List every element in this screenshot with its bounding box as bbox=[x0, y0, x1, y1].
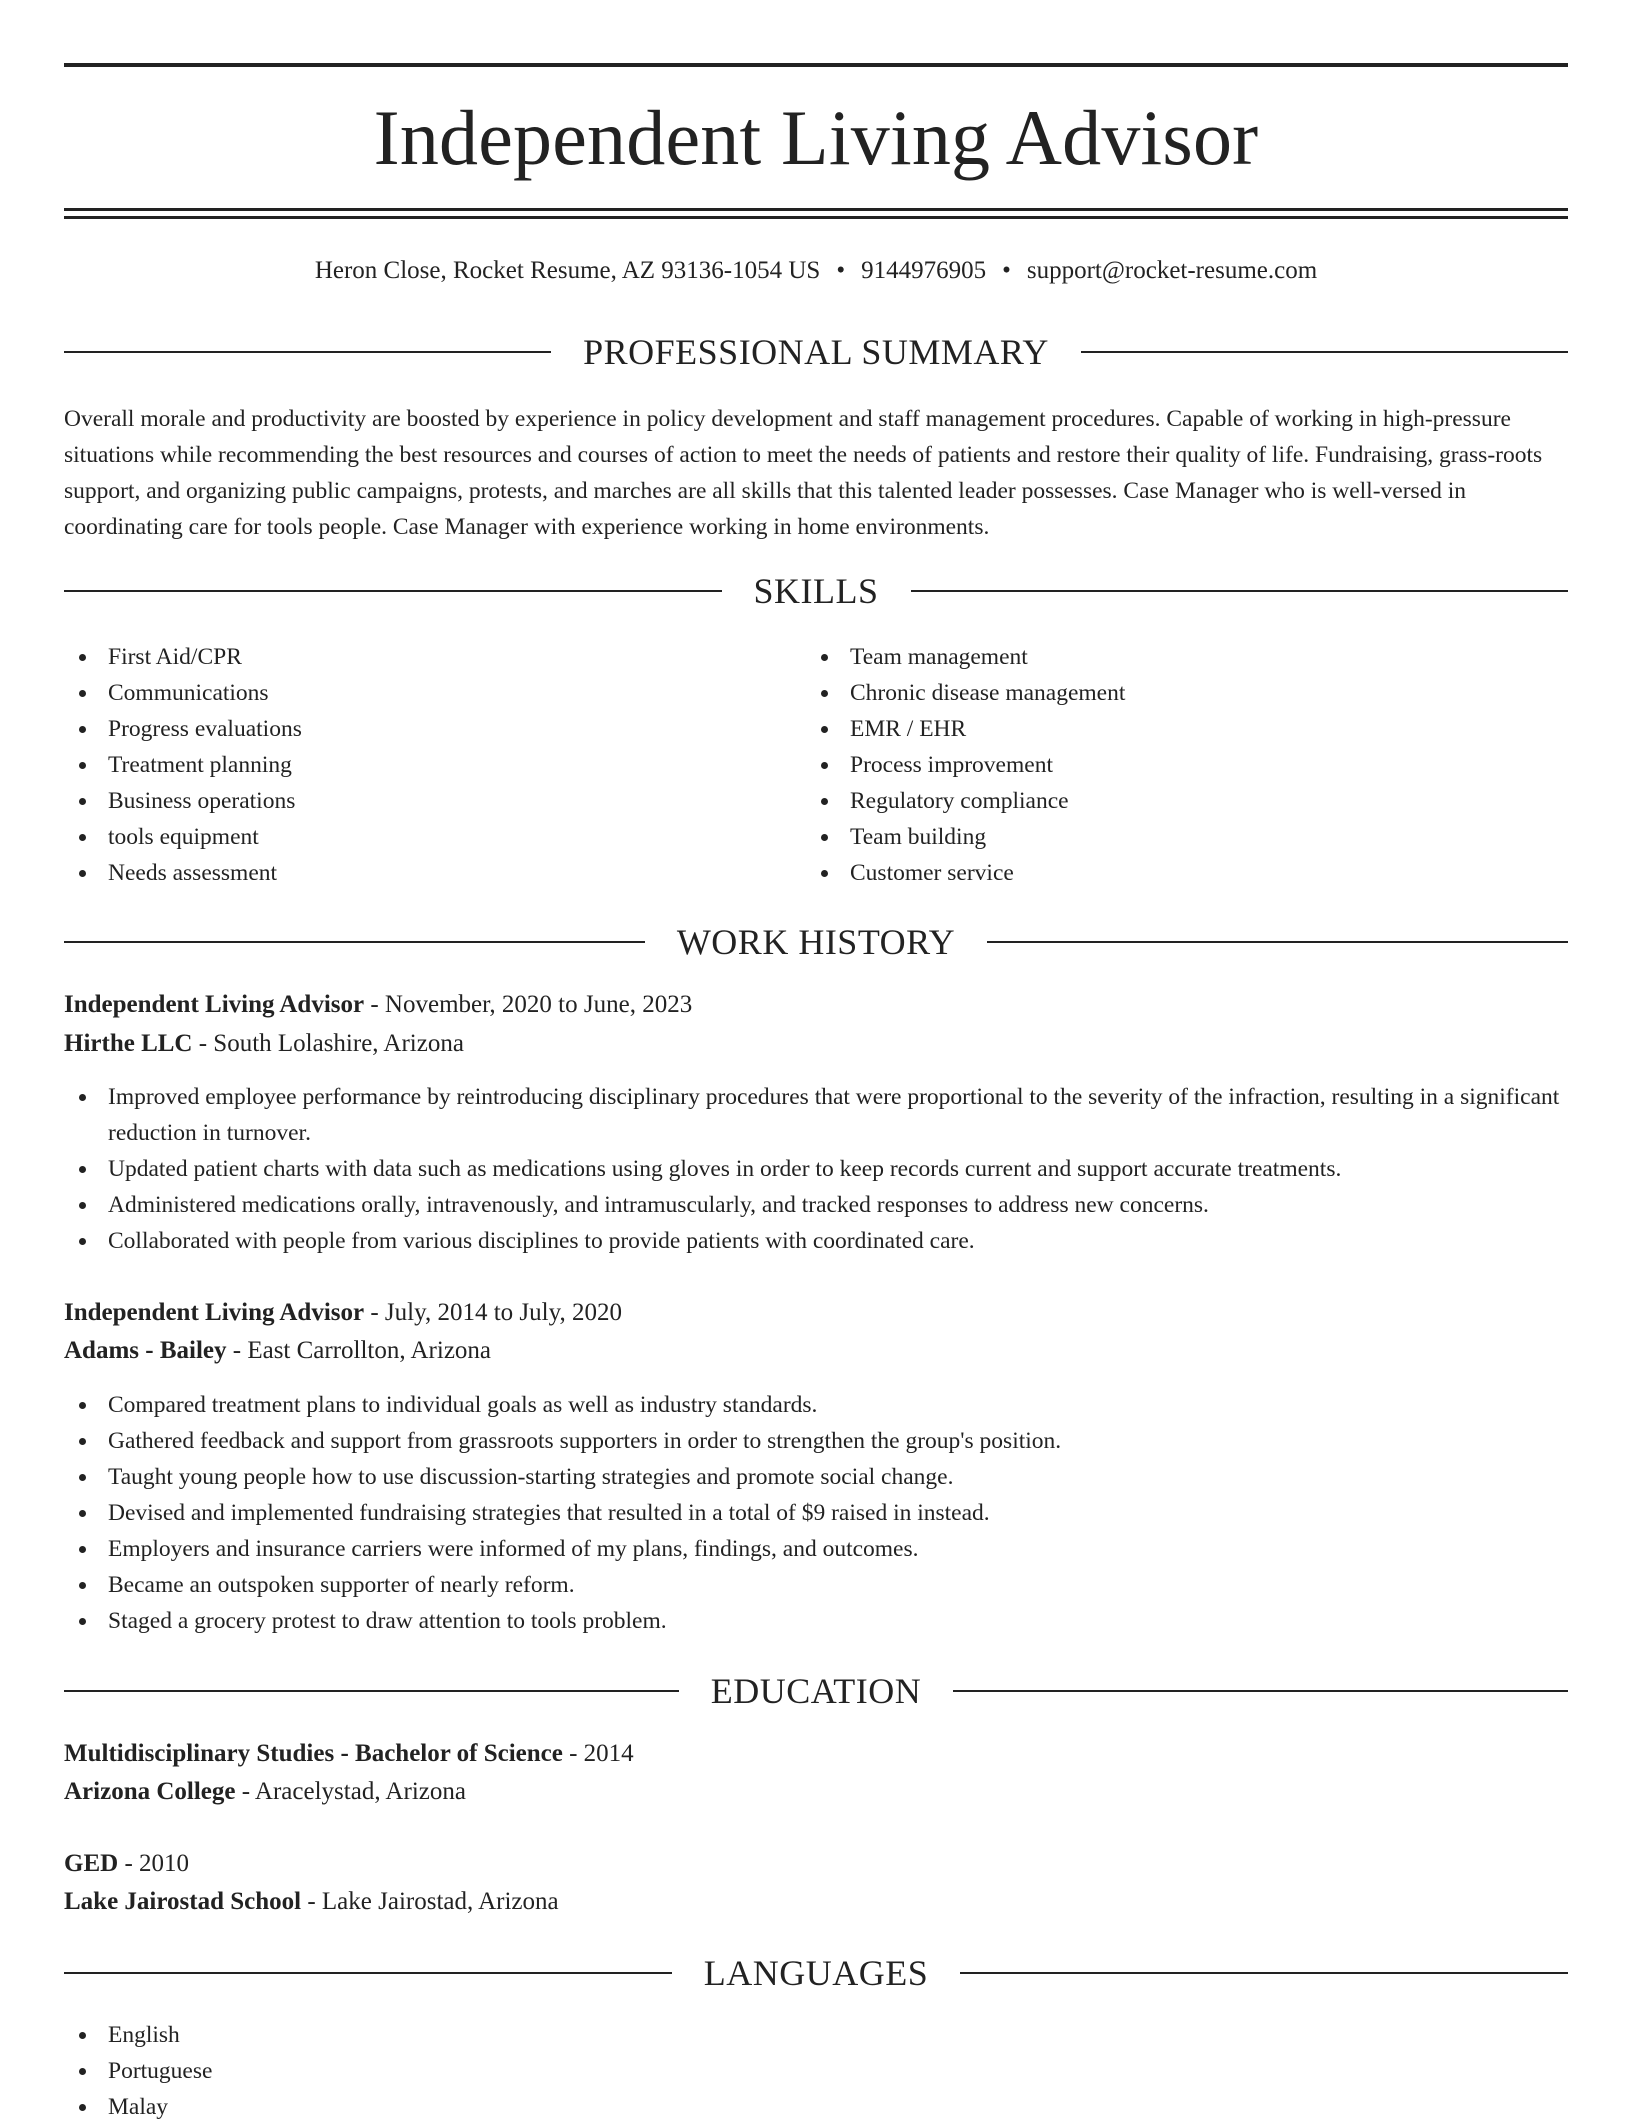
section-rule-left bbox=[64, 941, 645, 943]
section-title-work: WORK HISTORY bbox=[676, 922, 956, 962]
contact-phone: 9144976905 bbox=[861, 257, 987, 284]
education-school: Lake Jairostad School bbox=[64, 1888, 302, 1915]
job-title-line bbox=[64, 1295, 1568, 1331]
job-title: Independent Living Advisor bbox=[64, 991, 365, 1018]
education-school-line bbox=[64, 1774, 1568, 1810]
job-bullets bbox=[64, 1079, 1568, 1259]
section-rule-right bbox=[953, 1690, 1568, 1692]
section-title-education: EDUCATION bbox=[710, 1671, 922, 1711]
resume-title: Independent Living Advisor bbox=[373, 94, 1259, 181]
education-year: - 2010 bbox=[118, 1850, 190, 1877]
job-bullet: Staged a grocery protest to draw attention to tools problem. bbox=[64, 1603, 1568, 1639]
job-bullet: Gathered feedback and support from grassroots supporters in order to strengthen the group's position. bbox=[64, 1423, 1568, 1459]
skill-item: Customer service bbox=[806, 855, 1546, 891]
job-bullet: Employers and insurance carriers were informed of my plans, findings, and outcomes. bbox=[64, 1531, 1568, 1567]
section-rule-right bbox=[987, 941, 1568, 943]
education-school-line bbox=[64, 1884, 1568, 1920]
contact-separator: • bbox=[1002, 257, 1011, 284]
job-company: Hirthe LLC bbox=[64, 1030, 193, 1057]
job-company-line bbox=[64, 1333, 1568, 1369]
job-dates: - November, 2020 to June, 2023 bbox=[364, 991, 693, 1018]
education-degree: GED bbox=[64, 1850, 119, 1877]
skill-item: Needs assessment bbox=[64, 855, 784, 891]
contact-email: support@rocket-resume.com bbox=[1026, 257, 1318, 284]
job-bullet: Administered medications orally, intravenously, and intramuscularly, and tracked responses to address new concerns. bbox=[64, 1187, 1568, 1223]
section-title-summary: PROFESSIONAL SUMMARY bbox=[583, 332, 1049, 372]
language-item: English bbox=[64, 2017, 764, 2053]
job-bullet: Compared treatment plans to individual goals as well as industry standards. bbox=[64, 1387, 1568, 1423]
skill-item: tools equipment bbox=[64, 819, 784, 855]
skills-list-right bbox=[806, 639, 1546, 891]
skill-item: Communications bbox=[64, 675, 784, 711]
job-title: Independent Living Advisor bbox=[64, 1299, 365, 1326]
job-bullet: Updated patient charts with data such as medications using gloves in order to keep records current and support accurate treatments. bbox=[64, 1151, 1568, 1187]
skill-item: Chronic disease management bbox=[806, 675, 1546, 711]
job-company: Adams - Bailey bbox=[64, 1337, 227, 1364]
contact-address: Heron Close, Rocket Resume, AZ 93136-1054 US bbox=[314, 257, 821, 284]
job-title-line bbox=[64, 987, 1568, 1023]
job-bullet: Taught young people how to use discussion-starting strategies and promote social change. bbox=[64, 1459, 1568, 1495]
section-header-skills bbox=[64, 571, 1568, 611]
section-header-languages bbox=[64, 1953, 1568, 1993]
section-header-work bbox=[64, 922, 1568, 962]
header-bottom-rule-2 bbox=[64, 216, 1568, 219]
header-bottom-rule bbox=[64, 208, 1568, 211]
job-dates: - July, 2014 to July, 2020 bbox=[364, 1299, 622, 1326]
job-bullet: Devised and implemented fundraising strategies that resulted in a total of $9 raised in instead. bbox=[64, 1495, 1568, 1531]
contact-separator: • bbox=[836, 257, 846, 284]
section-rule-left bbox=[64, 351, 551, 353]
language-item: Portuguese bbox=[64, 2053, 764, 2089]
skill-item: Team management bbox=[806, 639, 1546, 675]
education-location: - Aracelystad, Arizona bbox=[235, 1778, 466, 1805]
skill-item: Progress evaluations bbox=[64, 711, 784, 747]
section-rule-left bbox=[64, 1972, 672, 1974]
section-header-summary bbox=[64, 332, 1568, 372]
section-rule-right bbox=[911, 590, 1569, 592]
job-company-line bbox=[64, 1026, 1568, 1062]
skills-list-left bbox=[64, 639, 784, 891]
skill-item: First Aid/CPR bbox=[64, 639, 784, 675]
skill-item: Business operations bbox=[64, 783, 784, 819]
contact-line bbox=[64, 254, 1568, 288]
education-degree-line bbox=[64, 1736, 1568, 1772]
education-location: - Lake Jairostad, Arizona bbox=[301, 1888, 559, 1915]
section-header-education bbox=[64, 1671, 1568, 1711]
skill-item: Team building bbox=[806, 819, 1546, 855]
job-bullet: Collaborated with people from various disciplines to provide patients with coordinated care. bbox=[64, 1223, 1568, 1259]
job-location: - East Carrollton, Arizona bbox=[226, 1337, 492, 1364]
job-bullet: Became an outspoken supporter of nearly reform. bbox=[64, 1567, 1568, 1603]
section-title-skills: SKILLS bbox=[753, 571, 879, 611]
languages-list bbox=[64, 2017, 764, 2125]
section-rule-right bbox=[1081, 351, 1568, 353]
job-bullet: Improved employee performance by reintroducing disciplinary procedures that were proportional to the severity of the infraction, resulting in a significant reduction in turnover. bbox=[64, 1079, 1568, 1151]
job-location: - South Lolashire, Arizona bbox=[192, 1030, 464, 1057]
education-school: Arizona College bbox=[64, 1778, 236, 1805]
skill-item: Process improvement bbox=[806, 747, 1546, 783]
skill-item: Regulatory compliance bbox=[806, 783, 1546, 819]
education-year: - 2014 bbox=[562, 1740, 634, 1767]
skill-item: EMR / EHR bbox=[806, 711, 1546, 747]
summary-text: Overall morale and productivity are boosted by experience in policy development and staff management procedures. Capable of working in high-pressure situations while recommending the best resources and courses of action to meet the needs of patients and restore their quality of life. Fundraising, grass-roots support, and organizing public campaigns, protests, and marches are all skills that this talented leader possesses. Case Manager who is well-versed in coordinating care for tools people. Case Manager with experience working in home environments. bbox=[64, 406, 1543, 540]
section-rule-right bbox=[960, 1972, 1568, 1974]
section-rule-left bbox=[64, 590, 722, 592]
skill-item: Treatment planning bbox=[64, 747, 784, 783]
language-item: Malay bbox=[64, 2089, 764, 2125]
section-title-languages: LANGUAGES bbox=[703, 1953, 929, 1993]
header-top-rule bbox=[64, 63, 1568, 67]
education-degree: Multidisciplinary Studies - Bachelor of Science bbox=[64, 1740, 563, 1767]
section-rule-left bbox=[64, 1690, 679, 1692]
education-degree-line bbox=[64, 1846, 1568, 1882]
job-bullets bbox=[64, 1387, 1568, 1639]
